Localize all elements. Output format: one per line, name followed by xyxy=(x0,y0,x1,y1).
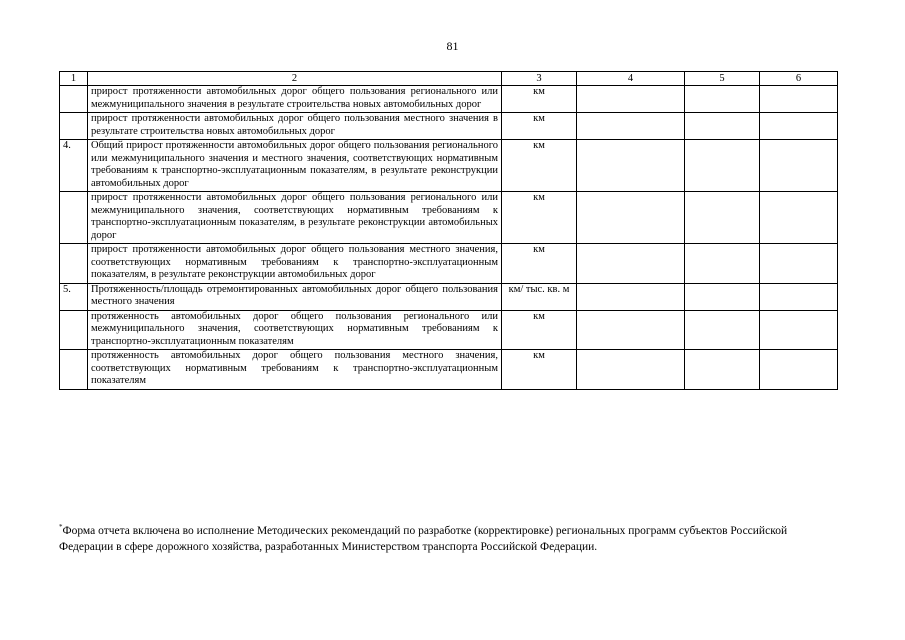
row-number xyxy=(60,113,88,140)
table-row xyxy=(60,192,838,244)
value-cell xyxy=(577,310,685,350)
column-header: 6 xyxy=(760,72,838,86)
value-cell xyxy=(577,140,685,192)
unit-of-measure: км xyxy=(502,86,577,113)
row-number xyxy=(60,86,88,113)
value-cell xyxy=(760,140,838,192)
indicator-name: прирост протяженности автомобильных дорог общего пользования местного значения, соответствующих нормативным требованиям к транспортно-эксплуатационным показателям, в результате реконструкции автомобильных дорог xyxy=(88,244,502,284)
value-cell xyxy=(577,86,685,113)
value-cell xyxy=(760,283,838,310)
row-number xyxy=(60,192,88,244)
unit-of-measure: км xyxy=(502,192,577,244)
indicator-name: Общий прирост протяженности автомобильных дорог общего пользования регионального или межмуниципального значения и местного значения, соответствующих нормативным требованиям к транспортно-эксплуатационным показателям, в результате реконструкции автомобильных дорог xyxy=(88,140,502,192)
column-header: 1 xyxy=(60,72,88,86)
unit-of-measure: км xyxy=(502,113,577,140)
unit-of-measure: км xyxy=(502,350,577,390)
value-cell xyxy=(577,113,685,140)
table-row xyxy=(60,113,838,140)
value-cell xyxy=(685,192,760,244)
row-number: 5. xyxy=(60,283,88,310)
table-row xyxy=(60,310,838,350)
footnote-marker: * xyxy=(59,523,63,531)
value-cell xyxy=(685,283,760,310)
row-number: 4. xyxy=(60,140,88,192)
value-cell xyxy=(685,244,760,284)
value-cell xyxy=(685,140,760,192)
indicator-name: прирост протяженности автомобильных дорог общего пользования регионального или межмуниципального значения в результате строительства новых автомобильных дорог xyxy=(88,86,502,113)
column-header: 2 xyxy=(88,72,502,86)
value-cell xyxy=(685,350,760,390)
row-number xyxy=(60,310,88,350)
value-cell xyxy=(760,86,838,113)
indicator-name: прирост протяженности автомобильных дорог общего пользования местного значения в результате строительства новых автомобильных дорог xyxy=(88,113,502,140)
report-table xyxy=(59,71,838,390)
unit-of-measure: км/ тыс. кв. м xyxy=(502,283,577,310)
column-header: 5 xyxy=(685,72,760,86)
row-number xyxy=(60,350,88,390)
value-cell xyxy=(685,310,760,350)
unit-of-measure: км xyxy=(502,140,577,192)
table-header-row xyxy=(60,72,838,86)
unit-of-measure: км xyxy=(502,244,577,284)
footnote xyxy=(59,519,839,555)
column-header: 3 xyxy=(502,72,577,86)
unit-of-measure: км xyxy=(502,310,577,350)
indicator-name: протяженность автомобильных дорог общего пользования регионального или межмуниципального значения, соответствующих нормативным требованиям к транспортно-эксплуатационным показателям xyxy=(88,310,502,350)
row-number xyxy=(60,244,88,284)
footnote-text: Форма отчета включена во исполнение Методических рекомендаций по разработке (корректировке) региональных программ субъектов Российской Федерации в сфере дорожного хозяйства, разработанных Министерством транспорта Российской Федерации. xyxy=(59,525,788,553)
table-row xyxy=(60,244,838,284)
value-cell xyxy=(685,86,760,113)
table-row xyxy=(60,86,838,113)
value-cell xyxy=(760,244,838,284)
value-cell xyxy=(685,113,760,140)
column-header: 4 xyxy=(577,72,685,86)
value-cell xyxy=(577,192,685,244)
value-cell xyxy=(760,192,838,244)
page-number: 81 xyxy=(446,39,459,53)
table-row xyxy=(60,350,838,390)
table-row xyxy=(60,140,838,192)
indicator-name: Протяженность/площадь отремонтированных автомобильных дорог общего пользования местного значения xyxy=(88,283,502,310)
value-cell xyxy=(577,244,685,284)
indicator-name: протяженность автомобильных дорог общего пользования местного значения, соответствующих нормативным требованиям к транспортно-эксплуатационным показателям xyxy=(88,350,502,390)
value-cell xyxy=(760,350,838,390)
indicator-name: прирост протяженности автомобильных дорог общего пользования регионального или межмуниципального значения, соответствующих нормативным требованиям к транспортно-эксплуатационным показателям, в результате реконструкции автомобильных дорог xyxy=(88,192,502,244)
value-cell xyxy=(577,350,685,390)
value-cell xyxy=(760,310,838,350)
table-row xyxy=(60,283,838,310)
value-cell xyxy=(577,283,685,310)
value-cell xyxy=(760,113,838,140)
